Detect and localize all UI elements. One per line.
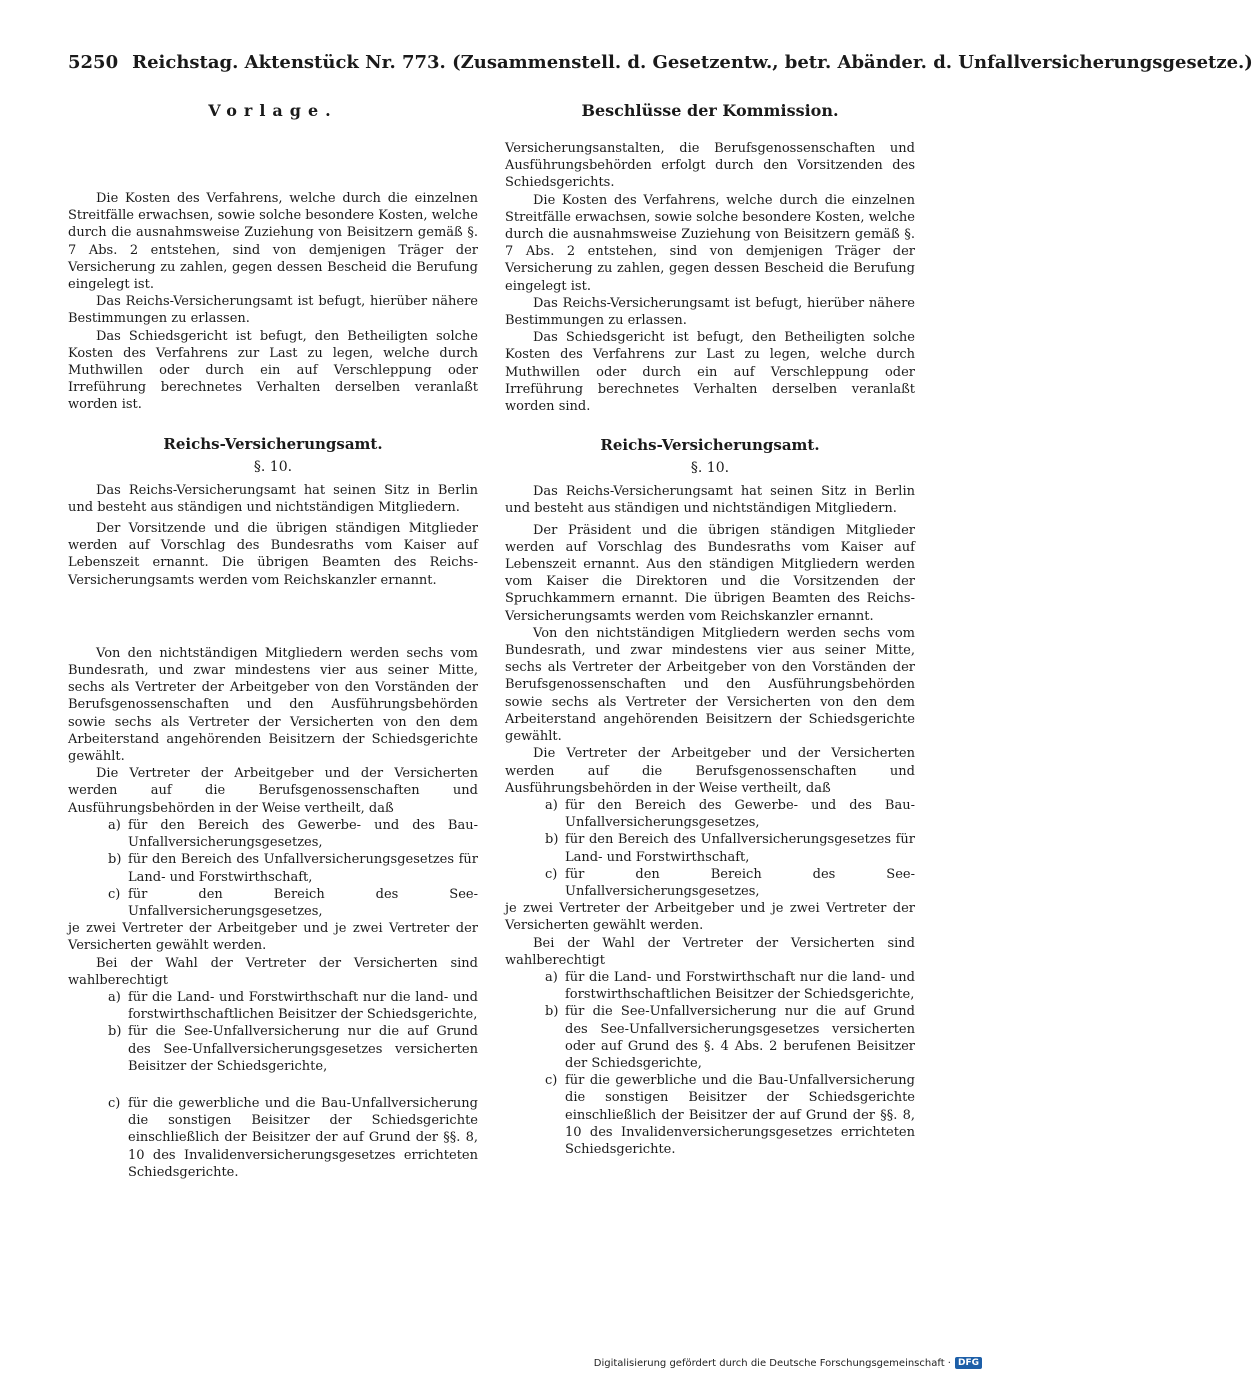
paragraph-number: §. 10. [253, 458, 293, 475]
spacer [68, 414, 478, 434]
footer-credit [594, 1357, 982, 1369]
list-label: a) [545, 797, 558, 813]
list-item [505, 1003, 915, 1072]
footer-text: Digitalisierung gefördert durch die Deutsche Forschungsgemeinschaft · [593, 1357, 951, 1369]
page-header [68, 52, 1253, 82]
column-title-left: Vorlage. [208, 101, 338, 120]
paragraph: Das Schiedsgericht ist befugt, den Betheiligten solche Kosten des Verfahrens zur Last zu legen, welche durch Muthwillen oder durch ein auf Verschleppung oder Irreführung berechnetes Verhalten derselben veranlaßt worden ist. [68, 328, 478, 413]
list-label: c) [545, 1073, 558, 1089]
section-heading: Reichs-Versicherungsamt. [600, 436, 820, 455]
list-text: für den Bereich des Unfallversicherungsgesetzes für Land- und Forstwirthschaft, [565, 832, 915, 865]
paragraph: Von den nichtständigen Mitgliedern werden sechs vom Bundesrath, und zwar mindestens vier aus seiner Mitte, sechs als Vertreter der Arbeitgeber von den Vorständen der Berufsgenossenschaften und den Ausführungsbehörden sowie sechs als Vertreter der Versicherten von den dem Arbeiterstand angehörenden Beisitzern der Schiedsgerichte gewählt. [68, 645, 478, 765]
list-label: c) [545, 866, 558, 882]
paragraph: Der Vorsitzende und die übrigen ständigen Mitglieder werden auf Vorschlag des Bundesraths vom Kaiser auf Lebenszeit ernannt. Die übrigen Beamten des Reichs-Versicherungsamts werden vom Reichskanzler ernannt. [68, 521, 478, 588]
list-item [68, 1023, 478, 1075]
paragraph: Das Reichs-Versicherungsamt hat seinen Sitz in Berlin und besteht aus ständigen und nichtständigen Mitgliedern. [505, 484, 915, 517]
list-item [68, 989, 478, 1023]
list-text: für die gewerbliche und die Bau-Unfallversicherung die sonstigen Beisitzer der Schiedsgerichte einschließlich der Beisitzer der auf Grund der §§. 8, 10 des Invalidenversicherungsgesetzes errichteten Schiedsgerichte. [565, 1073, 915, 1157]
section-heading: Reichs-Versicherungsamt. [163, 434, 383, 453]
list-label: a) [108, 817, 121, 833]
list-item [505, 969, 915, 1003]
header-title: Reichstag. Aktenstück Nr. 773. (Zusammenstell. d. Gesetzentw., betr. Abänder. d. Unfallversicherungsgesetze.) [132, 52, 1253, 73]
list-label: b) [108, 852, 122, 868]
paragraph: Von den nichtständigen Mitgliedern werden sechs vom Bundesrath, und zwar mindestens vier aus seiner Mitte, sechs als Vertreter der Arbeitgeber von den Vorständen der Berufsgenossenschaften und den Ausführungsbehörden sowie sechs als Vertreter der Versicherten von den dem Arbeiterstand angehörenden Beisitzern der Schiedsgerichte gewählt. [505, 625, 915, 745]
list-label: b) [108, 1024, 122, 1040]
list-label: a) [545, 969, 558, 985]
list-item [505, 866, 915, 900]
dfg-logo-icon: DFG [955, 1357, 982, 1369]
list-text: für die Land- und Forstwirthschaft nur die land- und forstwirthschaftlichen Beisitzer der Schiedsgerichte, [128, 989, 478, 1023]
list-item [68, 1095, 478, 1181]
paragraph: Das Schiedsgericht ist befugt, den Betheiligten solche Kosten des Verfahrens zur Last zu legen, welche durch Muthwillen oder durch ein auf Verschleppung oder Irreführung berechnetes Verhalten derselben veranlaßt worden sind. [505, 330, 915, 415]
list-item [68, 886, 478, 920]
page-number: 5250 [68, 52, 119, 73]
paragraph: Die Kosten des Verfahrens, welche durch die einzelnen Streitfälle erwachsen, sowie solche besondere Kosten, welche durch die ausnahmsweise Zuziehung von Beisitzern gemäß §. 7 Abs. 2 entstehen, sind von demjenigen Träger der Versicherung zu zahlen, gegen dessen Bescheid die Berufung eingelegt ist. [505, 192, 915, 294]
list-label: c) [108, 886, 121, 902]
list-item [68, 851, 478, 885]
list-text: für die Land- und Forstwirthschaft nur die land- und forstwirthschaftlichen Beisitzer der Schiedsgerichte, [565, 969, 915, 1003]
paragraph: Die Kosten des Verfahrens, welche durch die einzelnen Streitfälle erwachsen, sowie solche besondere Kosten, welche durch die ausnahmsweise Zuziehung von Beisitzern gemäß §. 7 Abs. 2 entstehen, sind von demjenigen Träger der Versicherung zu zahlen, gegen dessen Bescheid die Berufung eingelegt ist. [68, 191, 478, 293]
list-item [505, 797, 915, 831]
paragraph: Der Präsident und die übrigen ständigen Mitglieder werden auf Vorschlag des Bundesraths vom Kaiser auf Lebenszeit ernannt. Aus den ständigen Mitgliedern werden vom Kaiser die Direktoren und die Vorsitzenden der Spruchkammern ernannt. Die übrigen Beamten des Reichs-Versicherungsamts werden vom Reichskanzler ernannt. [505, 522, 915, 624]
list-label: c) [108, 1095, 121, 1111]
list-text: für den Bereich des See-Unfallversicherungsgesetzes, [565, 866, 915, 899]
paragraph: Die Vertreter der Arbeitgeber und der Versicherten werden auf die Berufsgenossenschaften und Ausführungsbehörden in der Weise vertheilt, daß [505, 746, 915, 796]
column-title-right: Beschlüsse der Kommission. [581, 101, 839, 120]
paragraph: je zwei Vertreter der Arbeitgeber und je zwei Vertreter der Versicherten gewählt werden. [505, 901, 915, 934]
list-item [505, 1072, 915, 1158]
spacer [68, 589, 478, 645]
paragraph: Das Reichs-Versicherungsamt ist befugt, hierüber nähere Bestimmungen zu erlassen. [68, 294, 478, 327]
list-label: b) [545, 832, 559, 848]
paragraph: Bei der Wahl der Vertreter der Versicherten sind wahlberechtigt [68, 955, 478, 988]
list-text: für die See-Unfallversicherung nur die auf Grund des See-Unfallversicherungsgesetzes versicherten Beisitzer der Schiedsgerichte, [128, 1024, 478, 1074]
column-beschluesse [505, 100, 915, 1158]
paragraph: Das Reichs-Versicherungsamt hat seinen Sitz in Berlin und besteht aus ständigen und nichtständigen Mitgliedern. [68, 482, 478, 515]
list-text: für den Bereich des See-Unfallversicherungsgesetzes, [128, 886, 478, 919]
list-text: für den Bereich des Gewerbe- und des Bau-Unfallversicherungsgesetzes, [565, 797, 915, 831]
paragraph: Versicherungsanstalten, die Berufsgenossenschaften und Ausführungsbehörden erfolgt durch den Vorsitzenden des Schiedsgerichts. [505, 141, 915, 191]
list-text: für die See-Unfallversicherung nur die auf Grund des See-Unfallversicherungsgesetzes versicherten oder auf Grund des §. 4 Abs. 2 berufenen Beisitzer der Schiedsgerichte, [565, 1004, 915, 1071]
column-vorlage [68, 100, 478, 1181]
paragraph-number: §. 10. [690, 460, 730, 477]
list-text: für die gewerbliche und die Bau-Unfallversicherung die sonstigen Beisitzer der Schiedsgerichte einschließlich der Beisitzer der auf Grund der §§. 8, 10 des Invalidenversicherungsgesetzes errichteten Schiedsgerichte. [128, 1095, 478, 1180]
spacer [68, 140, 478, 190]
spacer [68, 1075, 478, 1095]
paragraph: Das Reichs-Versicherungsamt ist befugt, hierüber nähere Bestimmungen zu erlassen. [505, 295, 915, 329]
spacer [505, 415, 915, 435]
paragraph: Bei der Wahl der Vertreter der Versicherten sind wahlberechtigt [505, 935, 915, 968]
list-text: für den Bereich des Gewerbe- und des Bau-Unfallversicherungsgesetzes, [128, 817, 478, 851]
list-item [505, 831, 915, 865]
list-text: für den Bereich des Unfallversicherungsgesetzes für Land- und Forstwirthschaft, [128, 852, 478, 885]
list-label: a) [108, 989, 121, 1005]
paragraph: Die Vertreter der Arbeitgeber und der Versicherten werden auf die Berufsgenossenschaften und Ausführungsbehörden in der Weise vertheilt, daß [68, 766, 478, 816]
list-label: b) [545, 1004, 559, 1020]
list-item [68, 817, 478, 851]
paragraph: je zwei Vertreter der Arbeitgeber und je zwei Vertreter der Versicherten gewählt werden. [68, 921, 478, 954]
